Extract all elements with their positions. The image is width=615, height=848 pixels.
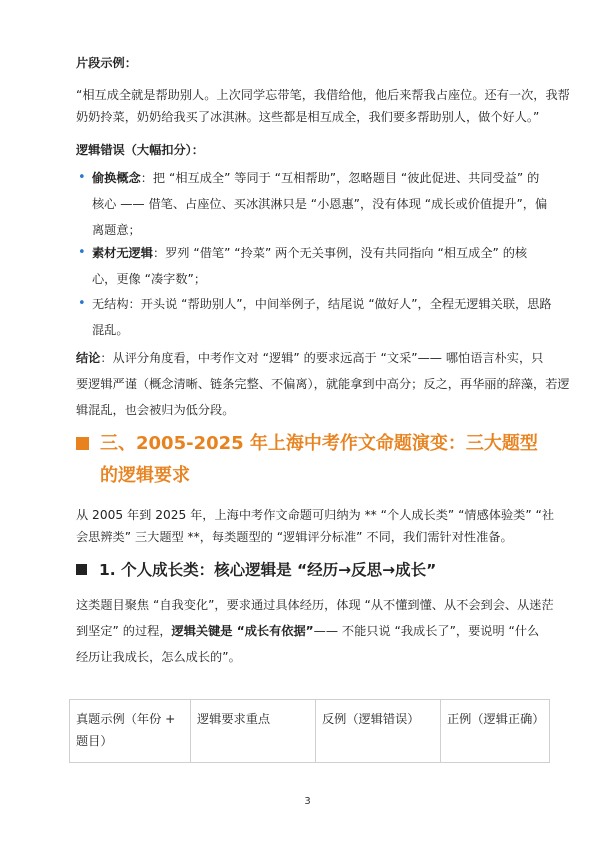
error-item-text: 核心 —— 借笔、占座位、买冰淇淋只是 “小恩惠”，没有体现 “成长或价值提升”，偏: [92, 197, 548, 211]
error-item-1: [92, 165, 547, 243]
section-marker-icon: [76, 437, 89, 450]
error-item-text: 无结构：开头说 “帮助别人”，中间举例子，结尾说 “做好人”，全程无逻辑关联，思路: [92, 297, 552, 311]
fragment-label: 片段示例：: [76, 56, 137, 70]
section-heading-line-2: 的逻辑要求: [100, 465, 190, 486]
logic-table: [69, 699, 550, 763]
error-item-text: ：罗列 “借笔” “拎菜” 两个无关事例，没有共同指向 “相互成全” 的核: [152, 246, 528, 260]
page-number: 3: [304, 796, 311, 807]
table-header-cell: 真题示例（年份 + 题目）: [70, 700, 191, 763]
error-item-text: 混乱。: [92, 323, 129, 337]
subsection-emphasis: 逻辑关键是 “成长有依据”: [171, 624, 314, 638]
error-item-text: ：把 “相互成全” 等同于 “互相帮助”，忽略题目 “彼此促进、共同受益” 的: [140, 171, 540, 185]
conclusion-text: 辑混乱，也会被归为低分段。: [76, 403, 235, 417]
table-header-cell: 反例（逻辑错误）: [316, 700, 441, 763]
subsection-heading-text: 1. 个人成长类：核心逻辑是 “经历→反思→成长”: [99, 561, 437, 579]
errors-heading: 逻辑错误（大幅扣分）：: [76, 143, 204, 157]
error-item-term: 偷换概念: [92, 171, 141, 185]
subsection-text: 经历让我成长，怎么成长的”。: [76, 650, 241, 664]
error-item-text: 离题意；: [92, 223, 141, 237]
error-item-text: 心，更像 “凑字数”；: [92, 272, 207, 286]
subsection-text: 这类题目聚焦 “自我变化”，要求通过具体经历，体现 “从不懂到懂、从不会到会、从迷茫: [76, 598, 554, 612]
error-item-2: [92, 240, 547, 292]
table-header-cell: 正例（逻辑正确）: [441, 700, 550, 763]
subsection-paragraph: [76, 592, 554, 670]
bullet-icon: •: [78, 170, 86, 185]
conclusion-paragraph: [76, 345, 570, 423]
conclusion-label: 结论: [76, 351, 101, 365]
bullet-icon: •: [78, 296, 86, 311]
fragment-quote-line-1: “相互成全就是帮助别人。上次同学忘带笔，我借给他，他后来帮我占座位。还有一次，我帮: [76, 88, 570, 102]
error-item-3: [92, 291, 552, 343]
error-item-term: 素材无逻辑: [92, 246, 153, 260]
section-intro-line-2: 会思辨类” 三大题型 **，每类题型的 “逻辑评分标准” 不同，我们需针对性准备。: [76, 530, 513, 544]
fragment-quote-line-2: 奶奶拎菜，奶奶给我买了冰淇淋。这些都是相互成全，我们要多帮助别人，做个好人。”: [76, 110, 540, 124]
subsection-heading: [76, 557, 436, 583]
subsection-marker-icon: [76, 564, 87, 575]
table-header-cell: 逻辑要求重点: [191, 700, 316, 763]
table-header-row: [70, 700, 550, 763]
section-intro-line-1: 从 2005 年到 2025 年，上海中考作文命题可归纳为 ** “个人成长类” “情感体验类” “社: [76, 508, 555, 522]
conclusion-text: 要逻辑严谨（概念清晰、链条完整、不偏离），就能拿到中高分；反之，再华丽的辞藻，若逻: [76, 377, 570, 391]
section-heading-line-1: 三、2005-2025 年上海中考作文命题演变：三大题型: [100, 433, 538, 454]
subsection-text: —— 不能只说 “我成长了”，要说明 “什么: [313, 624, 540, 638]
conclusion-text: ：从评分角度看，中考作文对 “逻辑” 的要求远高于 “文采”—— 哪怕语言朴实，只: [100, 351, 544, 365]
subsection-text: 到坚定” 的过程，: [76, 624, 172, 638]
bullet-icon: •: [78, 245, 86, 260]
